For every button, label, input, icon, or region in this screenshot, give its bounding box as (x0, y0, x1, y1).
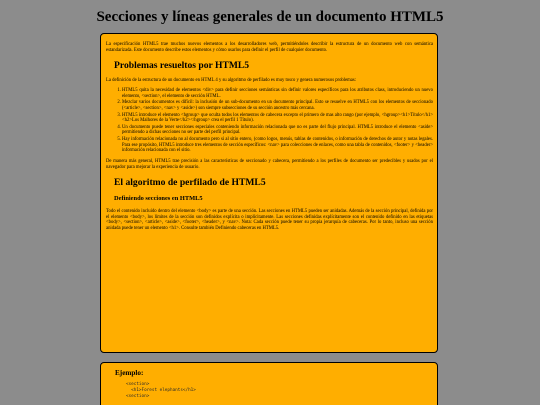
algorithm-heading: El algoritmo de perfilado de HTML5 (114, 176, 266, 188)
sections-paragraph: Todo el contenido incluido dentro del elemento <body> es parte de una sección. Las secciones en HTML5 pueden ser anidadas. Además de la sección principal, definida por el elemento <body>, los límites de la sección son definidos explícita o implícitamente. Las secciones definidas explícitamente son el contenido definido en las etiquetas <body>, <section>, <article>, <aside>, <footer>, <header>, y <nav>. Nota: Cada sección puede tener su propia jerarquía de cabeceras. Por lo tanto, incluso una sección anidada puede tener un elemento <h1>. Consulte también Definiendo cabeceras en HTML5. (106, 208, 433, 232)
sections-subheading: Definiendo secciones en HTML5 (114, 194, 203, 202)
list-item: 1. HTML5 quita la necesidad de elementos <div> para definir secciones semánticas sin definir valores específicos para los atributos class, introduciendo un nuevo elemento, <section>, el elemento de sección HTML. (122, 88, 433, 100)
intro-paragraph: La especificación HTML5 trae muchos nuevos elementos a los desarrolladores web, permitiéndoles describir la estructura de un documento web con semántica estandarizada. Este documento describe estos elementos y cómo usarlos para definir el perfil de cualquier documento. (106, 42, 433, 53)
example-code-block: <section> <h1>Forest elephants</h1> <section> (126, 382, 196, 399)
example-panel (100, 362, 438, 405)
problems-lead-paragraph: La definición de la estructura de un documento en HTML 4 y su algoritmo de perfilado es muy tosco y genera numerosos problemas: (106, 77, 357, 83)
problems-closing-paragraph: De manera más general, HTML5 trae precisión a las características de seccionado y cabecera, permitiendo a los perfiles de documento ser predecibles y usados por el navegador para mejorar la experiencia de usuario. (106, 159, 433, 170)
example-title: Ejemplo: (115, 369, 144, 377)
content-panel (100, 33, 438, 353)
problems-list (106, 88, 433, 154)
list-item: 4. Un documento puede tener secciones especiales conteniendo información relacionada que no es parte del flujo principal. HTML5 introduce el elemento <aside> permitiendo a dichas secciones no ser parte del perfil principal. (122, 125, 433, 137)
page-title: Secciones y líneas generales de un documento HTML5 (96, 9, 444, 25)
list-item: 3. HTML5 introduce el elemento <hgroup> que oculta todos los elementos de cabecera excepto el primero de mas alto rango (por ejemplo, <hgroup><h1>Título</h1><h2>Los Malhores de la Verte</h2></hgroup> crea el perfil 1 Título). (122, 113, 433, 125)
problems-heading: Problemas resueltos por HTML5 (114, 59, 250, 71)
list-item: 5. Hay información relacionada no al documento pero si al sitio entero, (como logos, menús, tablas de contenidos, o información de derechos de autor y notas legales. Para ese propósito, HTML5 introduce tres elementos de sección específicos: <nav> para colecciones de enlaces, como una tabla de contenidos, <footer> y <header> información relacionada con el sitio. (122, 137, 433, 154)
list-item: 2. Mezclar varios documentos es difícil: la inclusión de un sub-documento en un documento principal. Esto se resuelve en HTML5 con los elementos de seccionado (<article>, <section>, <nav> y <aside>) son siempre subsecciones de su sección ancestro más cercana. (122, 100, 433, 112)
